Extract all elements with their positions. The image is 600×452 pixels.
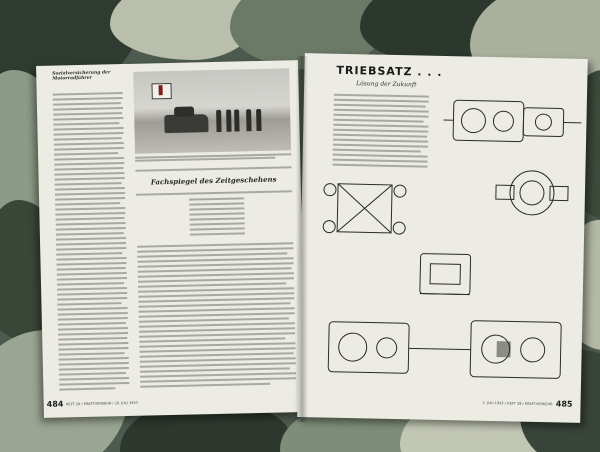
- chassis-drawing: [319, 171, 411, 248]
- magazine-gutter-shadow: [296, 56, 308, 422]
- tank-photo: [133, 68, 291, 154]
- right-page-number: 485: [555, 399, 573, 409]
- article-title: TRIEBSATZ . . .: [336, 63, 443, 79]
- article-text-column: [305, 53, 588, 59]
- left-running-foot: HEFT 28 / KRAFTVERKEHR / 20. JULI 1943: [65, 400, 139, 407]
- gearbox-drawing: [443, 86, 584, 159]
- right-text-column: [36, 60, 298, 66]
- right-page: [297, 53, 588, 423]
- statistics-table: [189, 197, 245, 236]
- axle-drawing: [491, 157, 572, 229]
- motor-drawing: [412, 245, 479, 306]
- section-heading: Fachspiegel des Zeitgeschehens: [150, 174, 277, 187]
- left-text-column: [36, 60, 298, 82]
- transmission-drawing: [320, 307, 572, 392]
- left-page: [36, 60, 306, 418]
- right-running-foot: 5. JULI 1943 / HEFT 28 / KRAFTVERKEHR: [482, 400, 553, 407]
- article-subtitle: Lösung der Zukunft: [356, 80, 417, 89]
- right-text-body: [36, 60, 298, 66]
- left-page-number: 484: [46, 399, 64, 409]
- left-column-heading: Sozialversicherung der Motorradfahrer: [52, 70, 111, 82]
- photo-caption: [135, 153, 291, 163]
